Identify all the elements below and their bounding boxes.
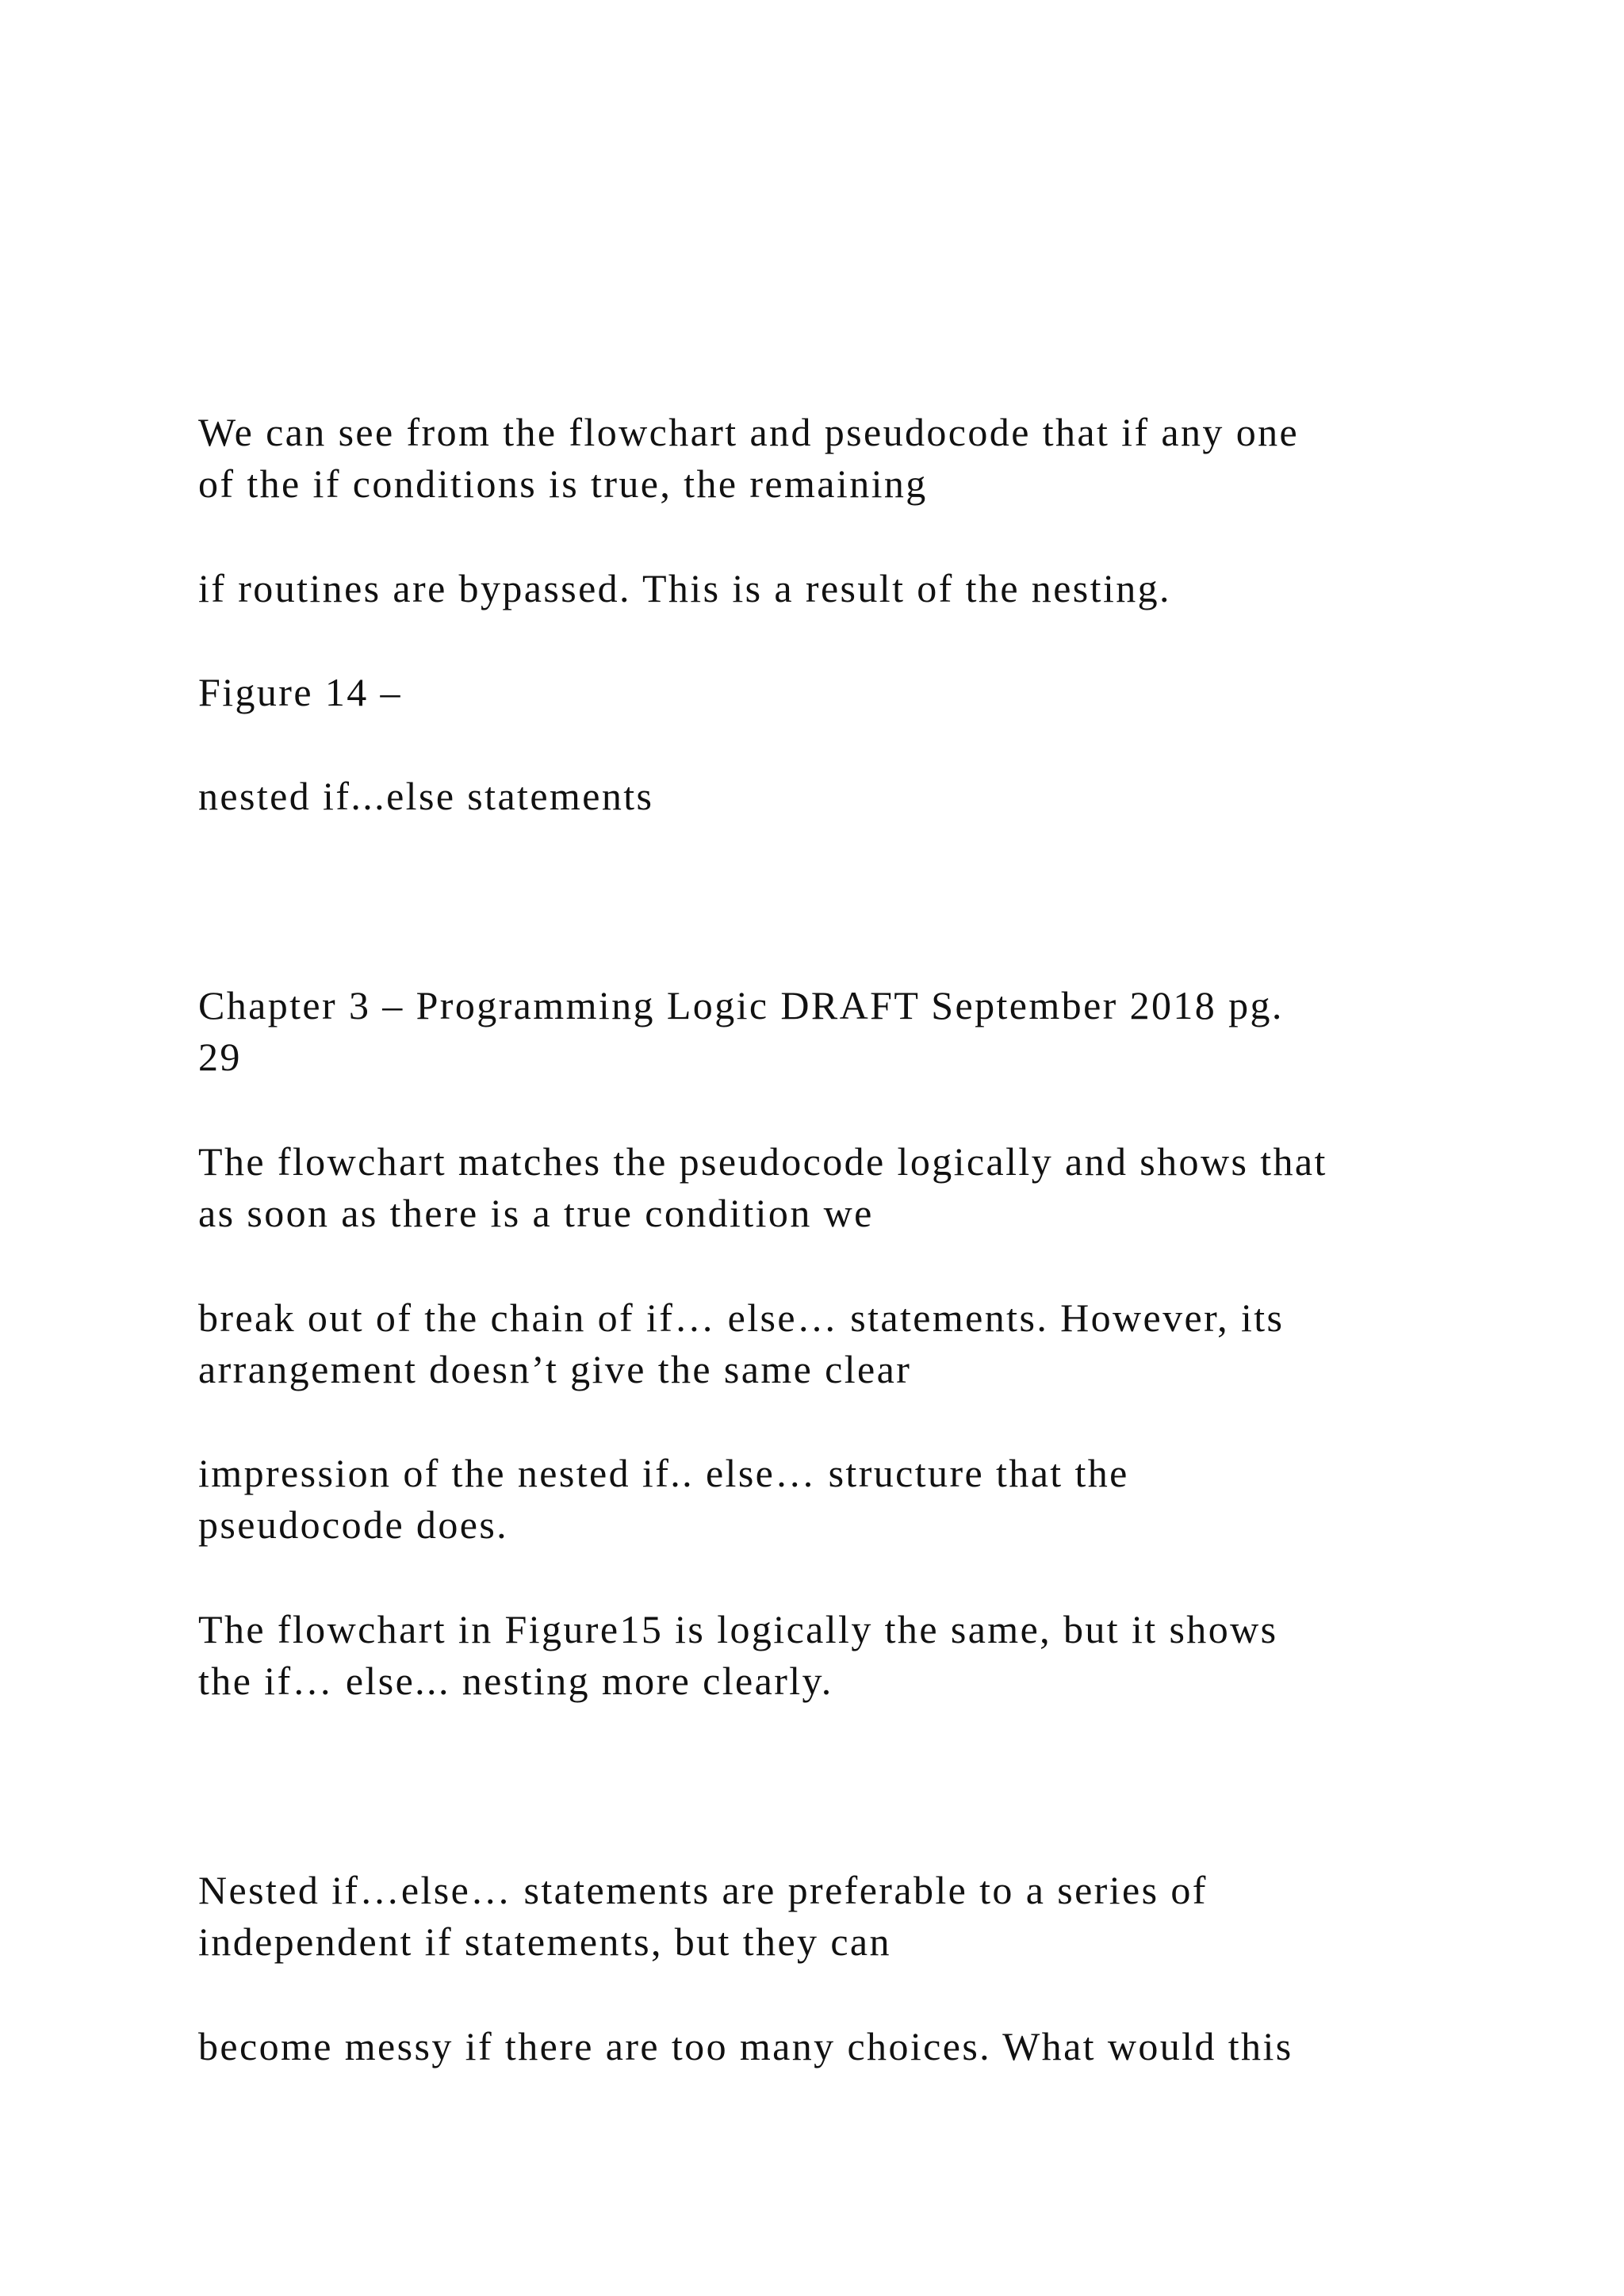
- paragraph-break-out: [198, 1292, 1499, 1395]
- text-line: break out of the chain of if… else… statements. However, its: [198, 1295, 1285, 1340]
- text-line: of the if conditions is true, the remaining: [198, 461, 928, 506]
- text-line: if routines are bypassed. This is a result of the nesting.: [198, 566, 1171, 610]
- paragraph-messy: [198, 2021, 1499, 2072]
- text-line: nested if...else statements: [198, 774, 654, 818]
- figure-caption-label: [198, 667, 1499, 718]
- text-line: Nested if…else… statements are preferable to a series of: [198, 1868, 1208, 1912]
- text-line: pseudocode does.: [198, 1502, 509, 1547]
- text-line: Figure 14 –: [198, 670, 402, 714]
- text-line: independent if statements, but they can: [198, 1919, 891, 1964]
- paragraph-figure15: [198, 1604, 1499, 1707]
- paragraph-nested-preferable: [198, 1865, 1499, 1968]
- text-line: as soon as there is a true condition we: [198, 1191, 874, 1235]
- text-line: the if… else... nesting more clearly.: [198, 1659, 833, 1703]
- text-line: impression of the nested if.. else… structure that the: [198, 1451, 1129, 1495]
- page-footer-chapter: [198, 980, 1499, 1083]
- paragraph-bypassed: [198, 563, 1499, 614]
- text-line: become messy if there are too many choices. What would this: [198, 2024, 1293, 2068]
- text-line: arrangement doesn’t give the same clear: [198, 1347, 912, 1391]
- text-line: The flowchart in Figure15 is logically the same, but it shows: [198, 1607, 1278, 1651]
- text-line: Chapter 3 – Programming Logic DRAFT September 2018 pg.: [198, 983, 1284, 1027]
- paragraph-impression: [198, 1448, 1499, 1551]
- text-line: 29: [198, 1035, 242, 1079]
- paragraph-flowchart-matches: [198, 1136, 1499, 1239]
- paragraph-flowchart-pseudocode: [198, 407, 1499, 510]
- text-line: We can see from the flowchart and pseudocode that if any one: [198, 410, 1300, 454]
- text-line: The flowchart matches the pseudocode logically and shows that: [198, 1139, 1327, 1184]
- figure-caption-title: [198, 771, 1499, 822]
